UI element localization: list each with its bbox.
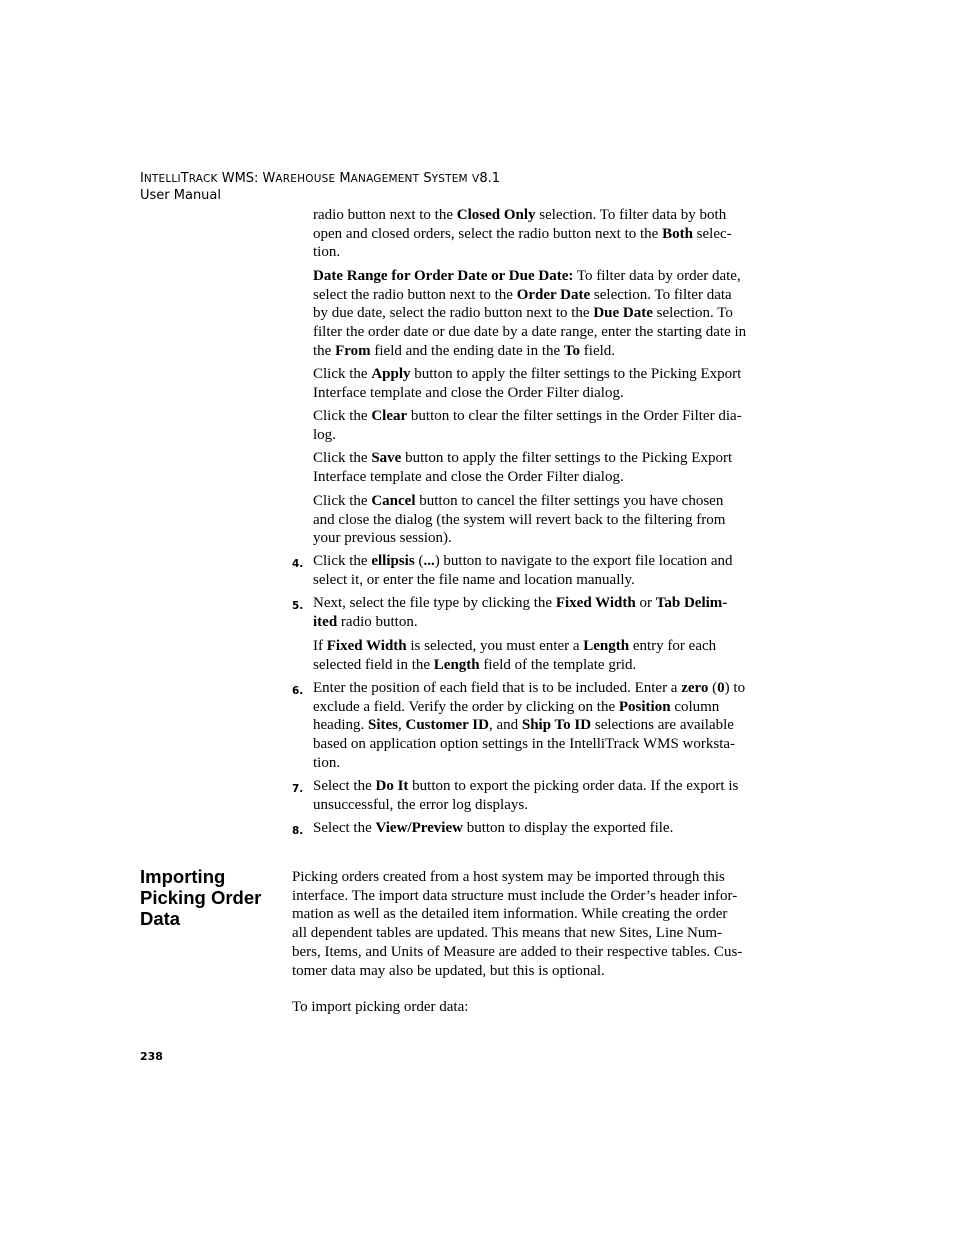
numbered-step [292, 594, 760, 631]
paragraph [313, 267, 760, 361]
text-line: Date Range for Order Date or Due Date: To filter data by order date, [313, 268, 741, 284]
step-number: 7. [292, 783, 304, 795]
running-header-subtitle: User Manual [140, 188, 222, 203]
paragraph [313, 492, 760, 548]
step-number: 5. [292, 600, 304, 612]
numbered-step [292, 552, 760, 589]
paragraph [313, 637, 760, 674]
text-line: your previous session). [313, 530, 452, 547]
intro-line: all dependent tables are updated. This means that new Sites, Line Num- [292, 925, 723, 942]
text-line: by due date, select the radio button next to the Due Date selection. To [313, 305, 733, 322]
intro-line: tomer data may also be updated, but this is optional. [292, 962, 605, 979]
text-line: Interface template and close the Order Filter dialog. [313, 384, 624, 401]
section-intro [292, 868, 760, 980]
intro-line: bers, Items, and Units of Measure are added to their respective tables. Cus- [292, 943, 743, 960]
text-line: Enter the position of each field that is to be included. Enter a zero (0) to [313, 680, 746, 696]
text-line: Click the ellipsis (...) button to navigate to the export file location and [313, 553, 733, 569]
running-header-title: INTELLITRACK WMS: WAREHOUSE MANAGEMENT SYSTEM V8.1 [140, 171, 501, 186]
step-number: 4. [292, 558, 304, 570]
text-line: selected field in the Length field of the template grid. [313, 656, 637, 673]
text-line: Click the Clear button to clear the filter settings in the Order Filter dia- [313, 408, 742, 424]
text-line: exclude a field. Verify the order by clicking on the Position column [313, 698, 720, 715]
section-intro-2: To import picking order data: [292, 999, 469, 1015]
intro-line: Picking orders created from a host system may be imported through this [292, 869, 725, 885]
text-line: filter the order date or due date by a date range, enter the starting date in [313, 324, 747, 341]
text-line: tion. [313, 754, 341, 771]
intro-line: interface. The import data structure must include the Order’s header infor- [292, 887, 738, 904]
section-heading-line: Importing [140, 866, 226, 887]
section-heading [140, 866, 280, 929]
step-number: 6. [292, 685, 304, 697]
text-line: select it, or enter the file name and location manually. [313, 571, 635, 588]
text-line: the From field and the ending date in the To field. [313, 342, 616, 359]
paragraph [313, 407, 760, 444]
text-line: Interface template and close the Order Filter dialog. [313, 468, 624, 485]
text-line: open and closed orders, select the radio button next to the Both selec- [313, 225, 732, 242]
text-line: Click the Apply button to apply the filter settings to the Picking Export [313, 366, 742, 382]
text-line: Next, select the file type by clicking the Fixed Width or Tab Delim- [313, 595, 728, 611]
text-line: Select the Do It button to export the picking order data. If the export is [313, 778, 739, 794]
text-line: heading. Sites, Customer ID, and Ship To ID selections are available [313, 717, 734, 734]
text-line: unsuccessful, the error log displays. [313, 796, 528, 813]
text-line: If Fixed Width is selected, you must enter a Length entry for each [313, 638, 717, 654]
text-line: radio button next to the Closed Only selection. To filter data by both [313, 207, 727, 223]
step-number: 8. [292, 825, 304, 837]
text-line: select the radio button next to the Order Date selection. To filter data [313, 286, 732, 303]
text-line: tion. [313, 244, 341, 261]
text-line: Select the View/Preview button to display the exported file. [313, 820, 674, 836]
numbered-step [292, 819, 760, 838]
text-line: Click the Save button to apply the filter settings to the Picking Export [313, 450, 733, 466]
paragraph [313, 449, 760, 486]
section-heading-line: Data [140, 908, 181, 929]
text-line: Click the Cancel button to cancel the filter settings you have chosen [313, 493, 724, 509]
numbered-step [292, 777, 760, 814]
page-number: 238 [140, 1050, 163, 1063]
text-line: log. [313, 426, 336, 443]
text-line: and close the dialog (the system will revert back to the filtering from [313, 511, 726, 528]
paragraph [313, 206, 760, 262]
text-line: based on application option settings in the IntelliTrack WMS worksta- [313, 736, 736, 753]
numbered-step [292, 679, 760, 773]
section-heading-line: Picking Order [140, 887, 262, 908]
text-line: ited radio button. [313, 613, 418, 630]
paragraph [313, 365, 760, 402]
intro-line: mation as well as the detailed item information. While creating the order [292, 906, 728, 923]
